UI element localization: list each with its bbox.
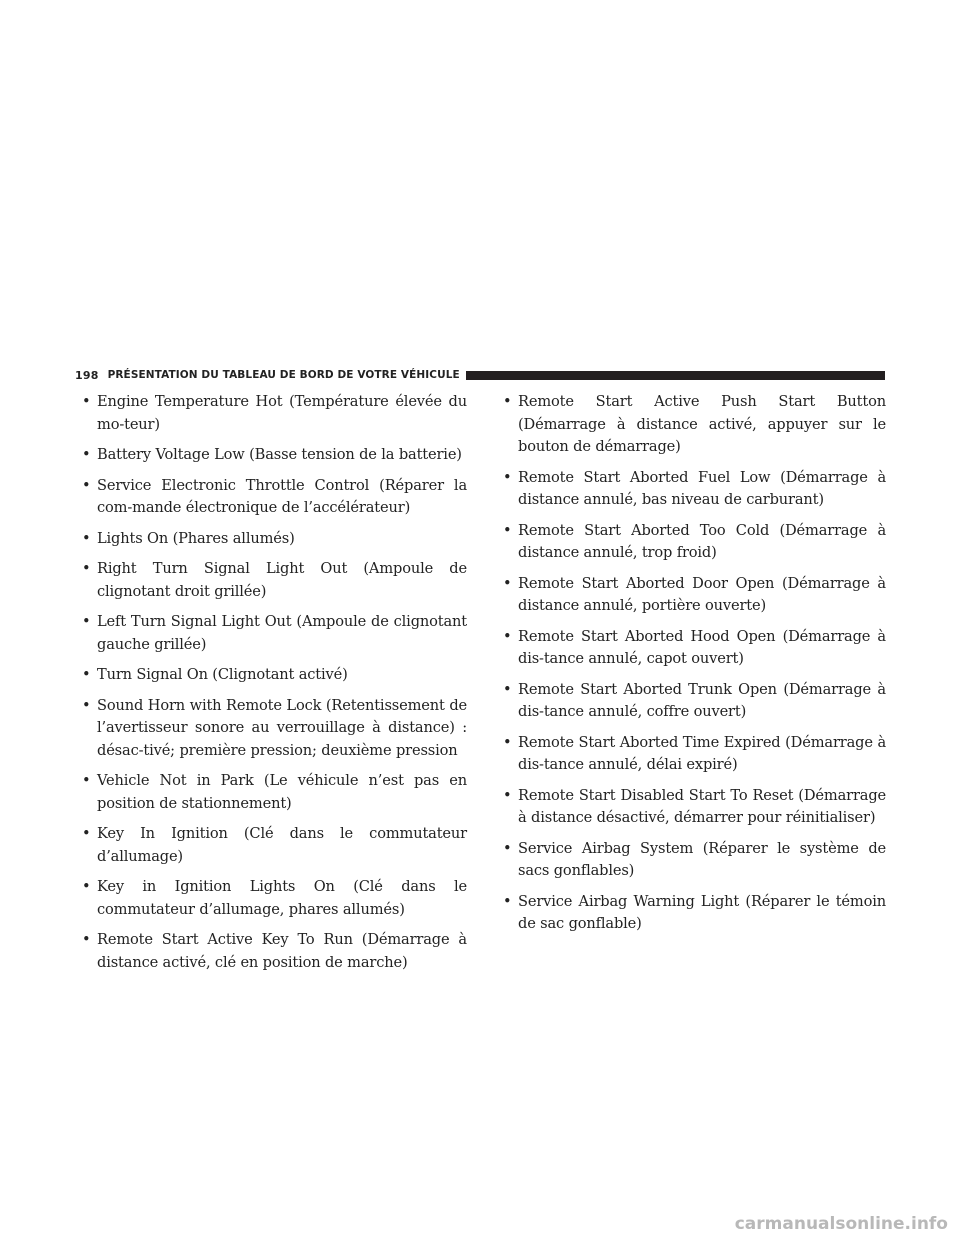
list-item: • Battery Voltage Low (Basse tension de la batterie): [75, 444, 467, 467]
list-item: • Turn Signal On (Clignotant activé): [75, 664, 467, 687]
list-item: • Sound Horn with Remote Lock (Retentissement de l’avertisseur sonore au verrouillage à distance) : désac-tivé; première pression; deuxième pression: [75, 695, 467, 763]
list-item: • Service Electronic Throttle Control (Réparer la com-mande électronique de l’accélérateur): [75, 475, 467, 520]
list-item: • Engine Temperature Hot (Température élevée du mo-teur): [75, 391, 467, 436]
list-item: • Remote Start Disabled Start To Reset (Démarrage à distance désactivé, démarrer pour réinitialiser): [496, 785, 886, 830]
left-column-list: [75, 391, 467, 982]
page-number: 198: [75, 368, 99, 382]
right-column-list: [496, 391, 886, 944]
list-item: • Remote Start Aborted Time Expired (Démarrage à dis-tance annulé, délai expiré): [496, 732, 886, 777]
list-item: • Remote Start Aborted Door Open (Démarrage à distance annulé, portière ouverte): [496, 573, 886, 618]
list-item: • Lights On (Phares allumés): [75, 528, 467, 551]
list-item: • Service Airbag System (Réparer le système de sacs gonflables): [496, 838, 886, 883]
page-header: [75, 366, 885, 384]
list-item: • Service Airbag Warning Light (Réparer le témoin de sac gonflable): [496, 891, 886, 936]
list-item: • Vehicle Not in Park (Le véhicule n’est pas en position de stationnement): [75, 770, 467, 815]
list-item: • Key in Ignition Lights On (Clé dans le commutateur d’allumage, phares allumés): [75, 876, 467, 921]
list-item: • Remote Start Active Key To Run (Démarrage à distance activé, clé en position de marche): [75, 929, 467, 974]
section-title: PRÉSENTATION DU TABLEAU DE BORD DE VOTRE VÉHICULE: [107, 369, 460, 381]
list-item: • Remote Start Aborted Trunk Open (Démarrage à dis-tance annulé, coffre ouvert): [496, 679, 886, 724]
list-item: • Right Turn Signal Light Out (Ampoule de clignotant droit grillée): [75, 558, 467, 603]
list-item: • Key In Ignition (Clé dans le commutateur d’allumage): [75, 823, 467, 868]
list-item: • Remote Start Aborted Hood Open (Démarrage à dis-tance annulé, capot ouvert): [496, 626, 886, 671]
list-item: • Remote Start Aborted Too Cold (Démarrage à distance annulé, trop froid): [496, 520, 886, 565]
list-item: • Remote Start Aborted Fuel Low (Démarrage à distance annulé, bas niveau de carburant): [496, 467, 886, 512]
list-item: • Remote Start Active Push Start Button (Démarrage à distance activé, appuyer sur le bouton de démarrage): [496, 391, 886, 459]
header-rule: [466, 371, 885, 380]
watermark-text: carmanualsonline.info: [734, 1214, 948, 1234]
list-item: • Left Turn Signal Light Out (Ampoule de clignotant gauche grillée): [75, 611, 467, 656]
